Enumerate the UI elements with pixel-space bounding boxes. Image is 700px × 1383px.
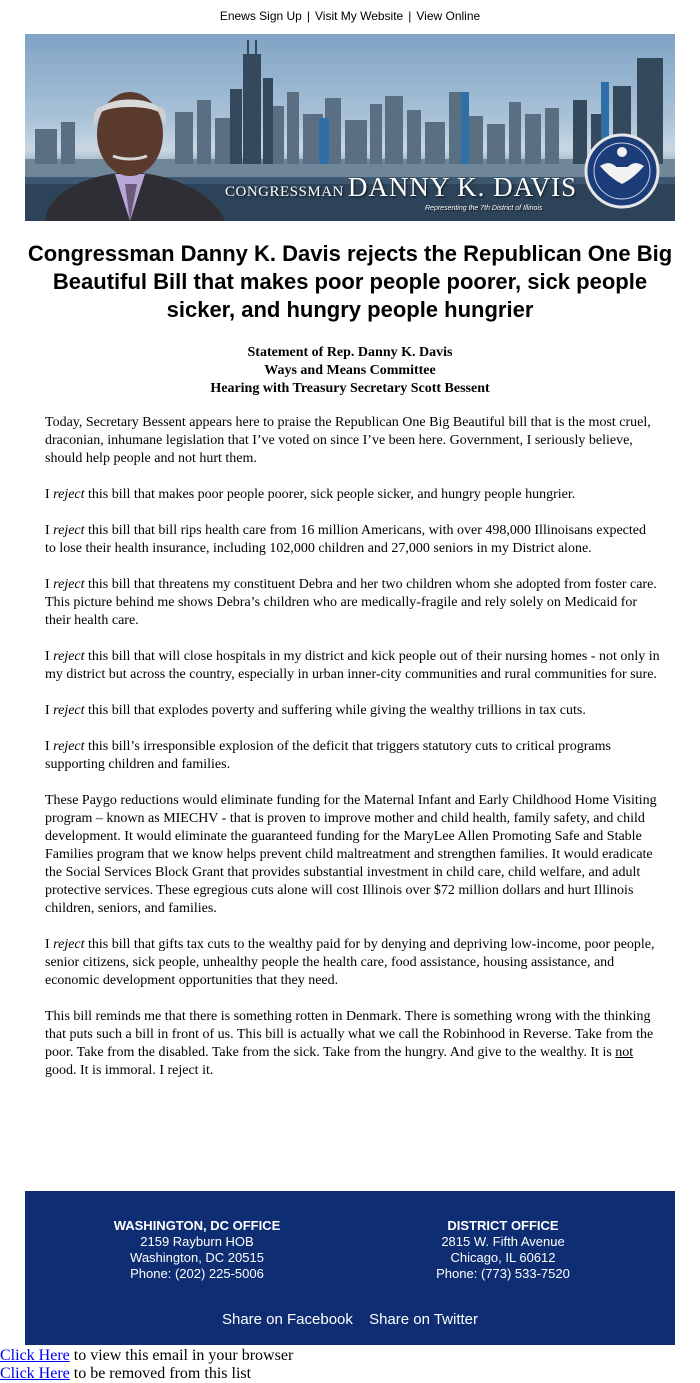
body-paragraph: These Paygo reductions would eliminate funding for the Maternal Infant and Early Childhood Home Visiting program – known as MIECHV - that is proven to improve mother and child health, family safety, and child development. It would eliminate the guaranteed funding for the MaryLee Allen Promoting Safe and Stable Families program that we know helps prevent child maltreatment and strengthen families. It would eradicate the Social Services Block Grant that provides substantial investment in child care, child welfare, and adult protective services. These egregious cuts alone will cost Illinois over $72 million dollars and hurt Illinois children, seniors, and families. <box>45 793 657 916</box>
statement-line-1: Statement of Rep. Danny K. Davis <box>247 345 453 360</box>
district-office-address-2: Chicago, IL 60612 <box>450 1250 556 1265</box>
statement-line-2: Ways and Means Committee <box>264 363 436 378</box>
nav-separator: | <box>306 9 310 23</box>
body-paragraph: I reject this bill that threatens my constituent Debra and her two children whom she adopted from foster care. This picture behind me shows Debra’s children who are medically-fragile and rely solely on Medicaid for their health care. <box>45 577 657 628</box>
view-in-browser-link[interactable]: Click Here <box>0 1347 70 1364</box>
footer-contact <box>25 1191 675 1345</box>
page-title: Congressman Danny K. Davis rejects the Republican One Big Beautiful Bill that makes poor people poorer, sick people sicker, and hungry people hungrier <box>27 241 673 322</box>
statement-line-3: Hearing with Treasury Secretary Scott Bessent <box>210 381 490 396</box>
view-online-link[interactable]: View Online <box>416 9 481 23</box>
email-footer-links <box>0 1347 700 1383</box>
top-navigation <box>0 9 700 23</box>
body-paragraph: I reject this bill that explodes poverty and suffering while giving the wealthy trillions in tax cuts. <box>45 703 586 718</box>
view-in-browser-line <box>0 1347 700 1365</box>
district-office-address-1: 2815 W. Fifth Avenue <box>441 1234 565 1249</box>
body-paragraph: This bill reminds me that there is something rotten in Denmark. There is something wrong with the thinking that puts such a bill in front of us. This bill is actually what we call the Robinhood in Reverse. Take from the poor. Take from the disabled. Take from the sick. Take from the hungry. And give to the wealthy. It is not good. It is immoral. I reject it. <box>45 1009 654 1078</box>
view-in-browser-text: to view this email in your browser <box>69 1347 294 1364</box>
body-paragraph: Today, Secretary Bessent appears here to praise the Republican One Big Beautiful bill that is the most cruel, draconian, inhumane legislation that I’ve voted on since I’ve been here. Government, I seriously believe, should help people and not hurt them. <box>45 415 651 466</box>
dc-office <box>87 1218 307 1282</box>
share-twitter-link[interactable]: Share on Twitter <box>369 1311 479 1328</box>
dc-office-address-1: 2159 Rayburn HOB <box>140 1234 254 1249</box>
visit-website-link[interactable]: Visit My Website <box>314 9 404 23</box>
body-paragraph: I reject this bill that will close hospitals in my district and kick people out of their nursing homes - not only in my district but across the country, especially in urban inner-city communities and rural communities for sure. <box>45 649 660 682</box>
nav-separator: | <box>408 9 412 23</box>
congressional-seal-icon <box>586 135 658 207</box>
dc-office-name: WASHINGTON, DC OFFICE <box>113 1218 281 1233</box>
unsubscribe-line <box>0 1365 700 1383</box>
banner-title-name: DANNY K. DAVIS <box>347 172 578 202</box>
share-facebook-link[interactable]: Share on Facebook <box>221 1311 353 1328</box>
header-banner <box>25 34 675 221</box>
district-office-phone: Phone: (773) 533-7520 <box>436 1266 570 1281</box>
share-links <box>25 1311 675 1328</box>
banner-subtitle: Representing the 7th District of Illinois <box>425 205 543 212</box>
body-paragraph: I reject this bill’s irresponsible explosion of the deficit that triggers statutory cuts to critical programs supporting children and families. <box>45 739 611 772</box>
body-paragraph: I reject this bill that gifts tax cuts to the wealthy paid for by denying and depriving low-income, poor people, senior citizens, sick people, unhealthy people the health care, food assistance, housing assistance, and economic development opportunities that they need. <box>45 937 655 988</box>
dc-office-address-2: Washington, DC 20515 <box>130 1250 264 1265</box>
enews-signup-link[interactable]: Enews Sign Up <box>219 9 302 23</box>
body-paragraph: I reject this bill that makes poor people poorer, sick people sicker, and hungry people hungrier. <box>45 487 576 502</box>
district-office <box>393 1218 613 1282</box>
statement-header <box>25 344 675 398</box>
district-office-name: DISTRICT OFFICE <box>447 1218 559 1233</box>
banner-title-prefix: CONGRESSMAN <box>225 184 344 200</box>
dc-office-phone: Phone: (202) 225-5006 <box>130 1266 264 1281</box>
unsubscribe-text: to be removed from this list <box>69 1365 252 1382</box>
banner-title <box>225 172 577 203</box>
statement-body <box>45 414 660 1098</box>
unsubscribe-link[interactable]: Click Here <box>0 1365 70 1382</box>
body-paragraph: I reject this bill that bill rips health care from 16 million Americans, with over 498,000 Illinoisans expected to lose their health insurance, including 102,000 children and 27,000 seniors in my District alone. <box>45 523 646 556</box>
